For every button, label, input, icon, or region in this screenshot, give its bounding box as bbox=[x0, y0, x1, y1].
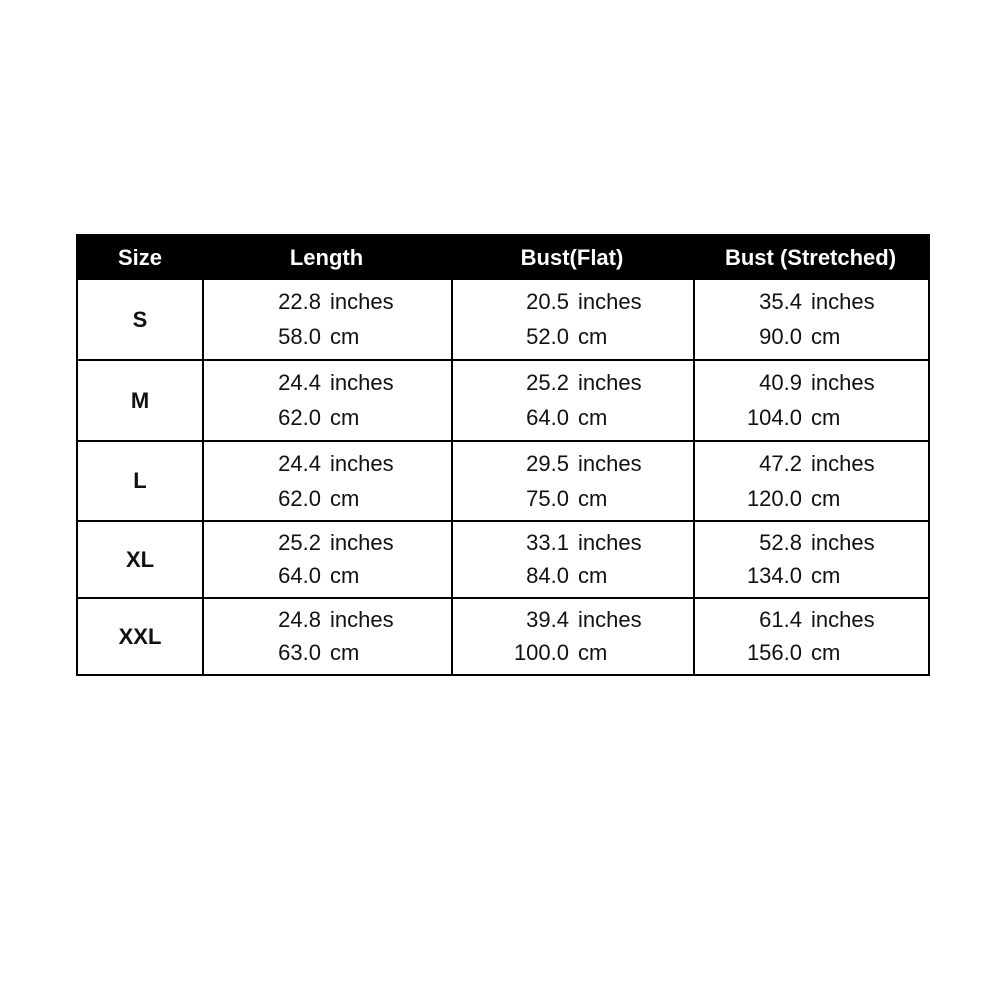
bust-flat-inches bbox=[453, 451, 693, 477]
unit-cm: cm bbox=[811, 563, 841, 589]
table-row bbox=[78, 520, 928, 597]
length-cm bbox=[204, 324, 451, 350]
table-header bbox=[78, 236, 928, 280]
bust-flat-cell bbox=[451, 599, 693, 674]
bust-stretched-cm-value: 90.0 bbox=[759, 324, 802, 350]
length-cm bbox=[204, 486, 451, 512]
length-cell bbox=[202, 599, 451, 674]
bust-flat-inches-value: 33.1 bbox=[526, 529, 569, 555]
unit-inches: inches bbox=[330, 369, 394, 395]
unit-cm: cm bbox=[811, 640, 841, 666]
bust-stretched-cm bbox=[695, 405, 928, 431]
bust-flat-cm-value: 64.0 bbox=[526, 405, 569, 431]
bust-flat-cm bbox=[453, 640, 693, 666]
bust-stretched-cell bbox=[693, 361, 928, 440]
length-cm bbox=[204, 563, 451, 589]
unit-cm: cm bbox=[578, 324, 608, 350]
bust-stretched-inches bbox=[695, 370, 928, 396]
bust-flat-cm bbox=[453, 405, 693, 431]
table-row bbox=[78, 597, 928, 674]
bust-flat-inches bbox=[453, 530, 693, 556]
bust-flat-inches bbox=[453, 607, 693, 633]
bust-flat-cm bbox=[453, 563, 693, 589]
unit-cm: cm bbox=[811, 324, 841, 350]
unit-cm: cm bbox=[330, 563, 360, 589]
bust-flat-cm-value: 52.0 bbox=[526, 324, 569, 350]
bust-flat-cell bbox=[451, 522, 693, 597]
bust-flat-cm bbox=[453, 324, 693, 350]
unit-cm: cm bbox=[811, 405, 841, 431]
bust-stretched-cm-value: 104.0 bbox=[746, 405, 802, 431]
unit-inches: inches bbox=[330, 606, 394, 632]
unit-inches: inches bbox=[811, 450, 875, 476]
unit-cm: cm bbox=[811, 485, 841, 511]
length-cm bbox=[204, 405, 451, 431]
length-cm-value: 62.0 bbox=[278, 485, 321, 511]
bust-stretched-cell bbox=[693, 280, 928, 359]
length-inches-value: 24.8 bbox=[278, 606, 321, 632]
bust-stretched-cm bbox=[695, 563, 928, 589]
size-label: L bbox=[133, 468, 147, 493]
size-label: S bbox=[132, 306, 148, 332]
bust-stretched-cm bbox=[695, 640, 928, 666]
bust-stretched-cm-value: 134.0 bbox=[746, 563, 802, 589]
bust-stretched-inches-value: 61.4 bbox=[759, 606, 802, 632]
bust-stretched-cm bbox=[695, 324, 928, 350]
header-bust-stretched: Bust (Stretched) bbox=[724, 245, 897, 270]
bust-flat-cm-value: 84.0 bbox=[526, 563, 569, 589]
bust-stretched-cell bbox=[693, 522, 928, 597]
bust-stretched-cm-value: 120.0 bbox=[746, 485, 802, 511]
bust-flat-inches-value: 25.2 bbox=[526, 369, 569, 395]
size-label: XXL bbox=[118, 623, 162, 649]
bust-flat-inches-value: 29.5 bbox=[526, 450, 569, 476]
unit-inches: inches bbox=[578, 529, 642, 555]
bust-stretched-cm-value: 156.0 bbox=[746, 640, 802, 666]
length-inches-value: 24.4 bbox=[278, 450, 321, 476]
length-cm-value: 64.0 bbox=[278, 563, 321, 589]
bust-flat-cm-value: 75.0 bbox=[526, 485, 569, 511]
unit-inches: inches bbox=[330, 288, 394, 314]
unit-cm: cm bbox=[330, 324, 360, 350]
unit-inches: inches bbox=[578, 606, 642, 632]
length-inches-value: 24.4 bbox=[278, 369, 321, 395]
table-row bbox=[78, 280, 928, 359]
length-cm-value: 62.0 bbox=[278, 405, 321, 431]
size-label: XL bbox=[125, 546, 155, 572]
unit-cm: cm bbox=[330, 485, 360, 511]
bust-flat-inches-value: 39.4 bbox=[526, 606, 569, 632]
unit-inches: inches bbox=[811, 288, 875, 314]
header-size: Size bbox=[117, 245, 163, 270]
length-cm-value: 58.0 bbox=[278, 324, 321, 350]
unit-cm: cm bbox=[578, 405, 608, 431]
length-cell bbox=[202, 361, 451, 440]
bust-stretched-cell bbox=[693, 599, 928, 674]
length-inches bbox=[204, 451, 451, 477]
bust-flat-cm bbox=[453, 486, 693, 512]
length-inches-value: 22.8 bbox=[278, 288, 321, 314]
length-cm bbox=[204, 640, 451, 666]
length-inches bbox=[204, 289, 451, 315]
unit-inches: inches bbox=[578, 369, 642, 395]
length-cm-value: 63.0 bbox=[278, 640, 321, 666]
bust-stretched-inches-value: 40.9 bbox=[759, 369, 802, 395]
bust-stretched-cm bbox=[695, 486, 928, 512]
unit-inches: inches bbox=[578, 450, 642, 476]
length-cell bbox=[202, 522, 451, 597]
bust-stretched-inches-value: 47.2 bbox=[759, 450, 802, 476]
size-chart-table bbox=[76, 234, 930, 676]
unit-cm: cm bbox=[330, 640, 360, 666]
bust-flat-cell bbox=[451, 442, 693, 520]
length-inches bbox=[204, 370, 451, 396]
bust-flat-cell bbox=[451, 361, 693, 440]
unit-inches: inches bbox=[811, 369, 875, 395]
bust-stretched-inches bbox=[695, 530, 928, 556]
bust-flat-cell bbox=[451, 280, 693, 359]
header-bust-flat: Bust(Flat) bbox=[520, 245, 624, 270]
header-length: Length bbox=[289, 245, 364, 270]
size-label: M bbox=[130, 387, 150, 413]
bust-flat-cm-value: 100.0 bbox=[513, 640, 569, 666]
unit-cm: cm bbox=[330, 405, 360, 431]
unit-cm: cm bbox=[578, 563, 608, 589]
bust-flat-inches-value: 20.5 bbox=[526, 288, 569, 314]
unit-inches: inches bbox=[330, 450, 394, 476]
unit-inches: inches bbox=[811, 529, 875, 555]
bust-stretched-inches bbox=[695, 607, 928, 633]
unit-cm: cm bbox=[578, 640, 608, 666]
length-inches-value: 25.2 bbox=[278, 529, 321, 555]
bust-stretched-inches-value: 35.4 bbox=[759, 288, 802, 314]
table-row bbox=[78, 359, 928, 440]
unit-cm: cm bbox=[578, 485, 608, 511]
bust-stretched-cell bbox=[693, 442, 928, 520]
bust-flat-inches bbox=[453, 370, 693, 396]
unit-inches: inches bbox=[330, 529, 394, 555]
unit-inches: inches bbox=[578, 288, 642, 314]
length-inches bbox=[204, 530, 451, 556]
unit-inches: inches bbox=[811, 606, 875, 632]
bust-stretched-inches-value: 52.8 bbox=[759, 529, 802, 555]
table-row bbox=[78, 440, 928, 520]
length-cell bbox=[202, 442, 451, 520]
bust-flat-inches bbox=[453, 289, 693, 315]
length-cell bbox=[202, 280, 451, 359]
length-inches bbox=[204, 607, 451, 633]
bust-stretched-inches bbox=[695, 289, 928, 315]
bust-stretched-inches bbox=[695, 451, 928, 477]
